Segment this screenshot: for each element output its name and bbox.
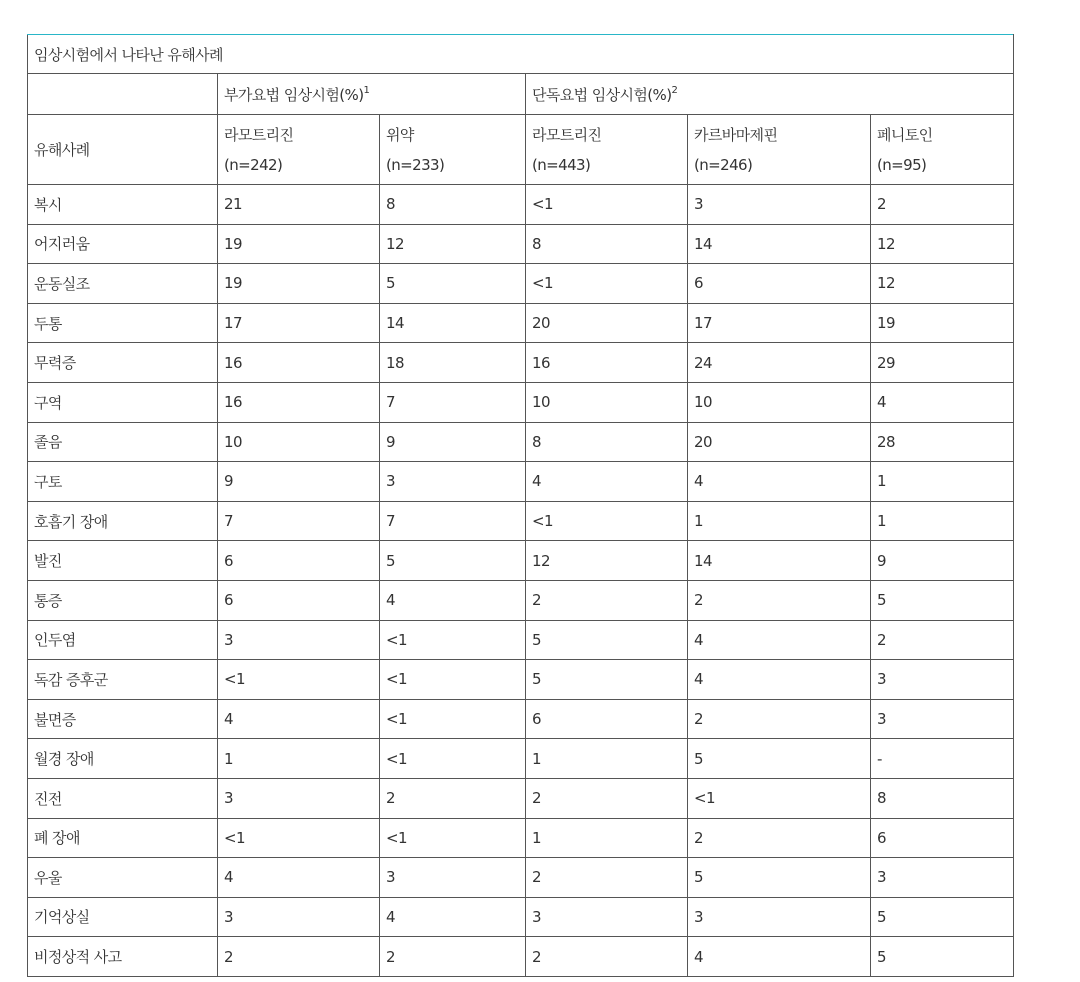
- adverse-event-name: 독감 증후군: [28, 660, 218, 700]
- incidence-value: 8: [526, 422, 688, 462]
- table-row: [28, 620, 1014, 660]
- table-row: [28, 382, 1014, 422]
- incidence-value: 1: [688, 501, 871, 541]
- table-row: [28, 343, 1014, 383]
- incidence-value: 1: [218, 739, 380, 779]
- incidence-value: <1: [218, 818, 380, 858]
- drug-count: (n=246): [694, 155, 753, 174]
- monotherapy-trial-footnote: 2: [671, 84, 678, 96]
- incidence-value: 10: [218, 422, 380, 462]
- adjunctive-trial-label: 부가요법 임상시험(%): [224, 85, 364, 104]
- incidence-value: 7: [380, 501, 526, 541]
- incidence-value: 17: [688, 303, 871, 343]
- incidence-value: 8: [526, 224, 688, 264]
- incidence-value: 3: [688, 897, 871, 937]
- adverse-event-name: 호흡기 장애: [28, 501, 218, 541]
- table-row: [28, 501, 1014, 541]
- incidence-value: 2: [218, 937, 380, 977]
- incidence-value: 6: [526, 699, 688, 739]
- incidence-value: 19: [218, 264, 380, 304]
- incidence-value: 2: [688, 699, 871, 739]
- incidence-value: 29: [871, 343, 1014, 383]
- adverse-event-name: 구토: [28, 462, 218, 502]
- incidence-value: 3: [380, 858, 526, 898]
- incidence-value: 14: [688, 224, 871, 264]
- incidence-value: 5: [871, 937, 1014, 977]
- table-title-row: [28, 35, 1014, 74]
- incidence-value: 12: [526, 541, 688, 581]
- table-row: [28, 185, 1014, 225]
- row-header-label: 유해사례: [28, 115, 218, 185]
- incidence-value: 5: [871, 897, 1014, 937]
- table-row: [28, 541, 1014, 581]
- adverse-events-table-container: [27, 34, 1013, 977]
- incidence-value: 6: [218, 580, 380, 620]
- incidence-value: 2: [526, 778, 688, 818]
- drug-header-cell: [526, 115, 688, 185]
- incidence-value: 3: [218, 897, 380, 937]
- incidence-value: 12: [871, 224, 1014, 264]
- incidence-value: 4: [526, 462, 688, 502]
- incidence-value: 16: [218, 343, 380, 383]
- drug-count: (n=443): [532, 155, 591, 174]
- incidence-value: 4: [380, 897, 526, 937]
- incidence-value: 4: [688, 937, 871, 977]
- adverse-event-name: 졸음: [28, 422, 218, 462]
- incidence-value: 6: [871, 818, 1014, 858]
- incidence-value: <1: [688, 778, 871, 818]
- incidence-value: 19: [871, 303, 1014, 343]
- incidence-value: 28: [871, 422, 1014, 462]
- incidence-value: 8: [871, 778, 1014, 818]
- incidence-value: 7: [218, 501, 380, 541]
- drug-count: (n=242): [224, 155, 283, 174]
- adverse-event-name: 비정상적 사고: [28, 937, 218, 977]
- adverse-event-name: 인두염: [28, 620, 218, 660]
- incidence-value: 2: [380, 778, 526, 818]
- incidence-value: 5: [380, 264, 526, 304]
- incidence-value: 14: [380, 303, 526, 343]
- incidence-value: 18: [380, 343, 526, 383]
- incidence-value: 9: [871, 541, 1014, 581]
- table-row: [28, 858, 1014, 898]
- drug-header-cell: [871, 115, 1014, 185]
- trial-group-header-row: [28, 74, 1014, 115]
- incidence-value: 2: [871, 185, 1014, 225]
- empty-header-cell: [28, 74, 218, 115]
- incidence-value: <1: [380, 620, 526, 660]
- incidence-value: 5: [688, 739, 871, 779]
- incidence-value: 4: [218, 699, 380, 739]
- monotherapy-trial-label: 단독요법 임상시험(%): [532, 85, 672, 104]
- table-row: [28, 462, 1014, 502]
- table-row: [28, 699, 1014, 739]
- incidence-value: 10: [688, 382, 871, 422]
- incidence-value: <1: [526, 185, 688, 225]
- table-row: [28, 739, 1014, 779]
- drug-name: 카르바마제핀: [694, 125, 778, 144]
- adverse-event-name: 우울: [28, 858, 218, 898]
- incidence-value: <1: [380, 660, 526, 700]
- drug-count: (n=95): [877, 155, 927, 174]
- incidence-value: 3: [380, 462, 526, 502]
- drug-name: 라모트리진: [532, 125, 602, 144]
- adverse-event-name: 발진: [28, 541, 218, 581]
- incidence-value: 3: [218, 620, 380, 660]
- incidence-value: 1: [871, 501, 1014, 541]
- table-row: [28, 422, 1014, 462]
- adverse-event-name: 월경 장애: [28, 739, 218, 779]
- table-row: [28, 303, 1014, 343]
- drug-name: 위약: [386, 125, 414, 144]
- drug-name: 라모트리진: [224, 125, 294, 144]
- incidence-value: -: [871, 739, 1014, 779]
- incidence-value: 3: [526, 897, 688, 937]
- incidence-value: 4: [688, 660, 871, 700]
- table-row: [28, 264, 1014, 304]
- incidence-value: 3: [218, 778, 380, 818]
- incidence-value: 20: [526, 303, 688, 343]
- incidence-value: 17: [218, 303, 380, 343]
- incidence-value: 14: [688, 541, 871, 581]
- table-row: [28, 580, 1014, 620]
- adverse-event-name: 운동실조: [28, 264, 218, 304]
- incidence-value: 1: [871, 462, 1014, 502]
- incidence-value: 16: [218, 382, 380, 422]
- adverse-event-name: 어지러움: [28, 224, 218, 264]
- incidence-value: 20: [688, 422, 871, 462]
- incidence-value: <1: [218, 660, 380, 700]
- incidence-value: 5: [526, 660, 688, 700]
- incidence-value: 5: [526, 620, 688, 660]
- adverse-event-name: 불면증: [28, 699, 218, 739]
- adverse-event-name: 폐 장애: [28, 818, 218, 858]
- incidence-value: 2: [526, 580, 688, 620]
- incidence-value: 24: [688, 343, 871, 383]
- adverse-event-name: 진전: [28, 778, 218, 818]
- incidence-value: 4: [871, 382, 1014, 422]
- table-row: [28, 660, 1014, 700]
- incidence-value: 16: [526, 343, 688, 383]
- table-row: [28, 937, 1014, 977]
- adjunctive-trial-header: [218, 74, 526, 115]
- incidence-value: 4: [218, 858, 380, 898]
- incidence-value: 10: [526, 382, 688, 422]
- incidence-value: <1: [526, 501, 688, 541]
- incidence-value: 3: [871, 699, 1014, 739]
- drug-header-row: [28, 115, 1014, 185]
- drug-count: (n=233): [386, 155, 445, 174]
- table-body: [28, 185, 1014, 977]
- incidence-value: 2: [526, 858, 688, 898]
- drug-header-cell: [688, 115, 871, 185]
- incidence-value: 12: [871, 264, 1014, 304]
- adverse-event-name: 기억상실: [28, 897, 218, 937]
- table-row: [28, 897, 1014, 937]
- incidence-value: 4: [688, 462, 871, 502]
- drug-header-cell: [218, 115, 380, 185]
- incidence-value: 7: [380, 382, 526, 422]
- table-row: [28, 778, 1014, 818]
- adverse-event-name: 구역: [28, 382, 218, 422]
- incidence-value: 2: [688, 818, 871, 858]
- incidence-value: 2: [380, 937, 526, 977]
- adverse-events-table: [27, 34, 1014, 977]
- incidence-value: 8: [380, 185, 526, 225]
- incidence-value: 9: [218, 462, 380, 502]
- table-row: [28, 818, 1014, 858]
- incidence-value: 3: [871, 858, 1014, 898]
- incidence-value: <1: [380, 818, 526, 858]
- incidence-value: 5: [688, 858, 871, 898]
- incidence-value: 5: [380, 541, 526, 581]
- incidence-value: 5: [871, 580, 1014, 620]
- incidence-value: 4: [380, 580, 526, 620]
- incidence-value: 21: [218, 185, 380, 225]
- incidence-value: 6: [688, 264, 871, 304]
- incidence-value: 2: [688, 580, 871, 620]
- incidence-value: 1: [526, 818, 688, 858]
- table-row: [28, 224, 1014, 264]
- incidence-value: 6: [218, 541, 380, 581]
- incidence-value: <1: [380, 739, 526, 779]
- monotherapy-trial-header: [526, 74, 1014, 115]
- incidence-value: 12: [380, 224, 526, 264]
- incidence-value: 19: [218, 224, 380, 264]
- incidence-value: <1: [380, 699, 526, 739]
- incidence-value: 2: [871, 620, 1014, 660]
- adverse-event-name: 무력증: [28, 343, 218, 383]
- drug-header-cell: [380, 115, 526, 185]
- adverse-event-name: 두통: [28, 303, 218, 343]
- incidence-value: <1: [526, 264, 688, 304]
- adverse-event-name: 복시: [28, 185, 218, 225]
- adjunctive-trial-footnote: 1: [363, 84, 370, 96]
- drug-name: 페니토인: [877, 125, 933, 144]
- adverse-event-name: 통증: [28, 580, 218, 620]
- incidence-value: 2: [526, 937, 688, 977]
- incidence-value: 1: [526, 739, 688, 779]
- incidence-value: 9: [380, 422, 526, 462]
- incidence-value: 4: [688, 620, 871, 660]
- incidence-value: 3: [871, 660, 1014, 700]
- table-title: 임상시험에서 나타난 유해사례: [28, 35, 1014, 74]
- incidence-value: 3: [688, 185, 871, 225]
